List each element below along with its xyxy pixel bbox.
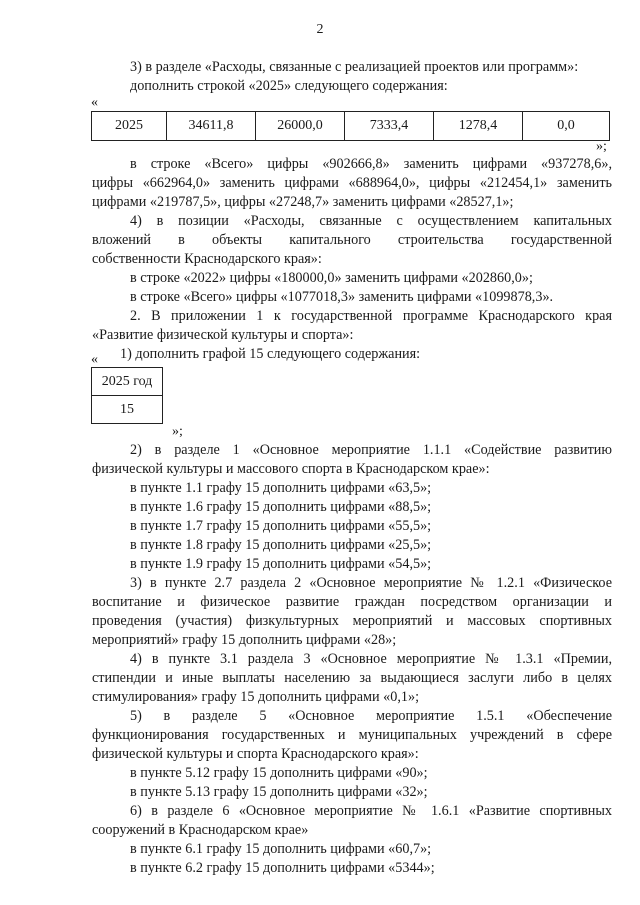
table-header-cell: 2025 год	[92, 368, 163, 396]
close-quote: »;	[172, 424, 183, 439]
paragraph-line: 4) в позиции «Расходы, связанные с осуществлением капитальных	[130, 213, 612, 229]
paragraph-line: в пункте 6.1 графу 15 дополнить цифрами «60,7»;	[130, 841, 432, 857]
paragraph-line: в пункте 1.9 графу 15 дополнить цифрами «54,5»;	[130, 556, 432, 572]
paragraph-line: в строке «Всего» цифры «902666,8» заменить цифрами «937278,6»,	[130, 156, 612, 172]
paragraph-line: 4) в пункте 3.1 раздела 3 «Основное мероприятие № 1.3.1 «Премии,	[130, 651, 612, 667]
close-quote: »;	[596, 139, 607, 154]
paragraph-line: физической культуры и массового спорта в Краснодарском крае»:	[92, 461, 490, 477]
table-cell: 1278,4	[434, 112, 523, 141]
paragraph-line: сооружений в Краснодарском крае»	[92, 822, 309, 838]
paragraph-line: 2. В приложении 1 к государственной программе Краснодарского края	[130, 308, 612, 324]
table-cell: 26000,0	[256, 112, 345, 141]
paragraph-line: проведения (участия) физкультурных мероприятий и массовых спортивных	[92, 613, 612, 629]
open-quote: «	[91, 352, 98, 367]
paragraph-line: в пункте 1.6 графу 15 дополнить цифрами «88,5»;	[130, 499, 432, 515]
paragraph-line: собственности Краснодарского края»:	[92, 251, 322, 267]
paragraph-line: вложений в объекты капитального строительства государственной	[92, 232, 612, 248]
table-row-2025	[91, 111, 610, 141]
paragraph-line: 5) в разделе 5 «Основное мероприятие 1.5.1 «Обеспечение	[130, 708, 612, 724]
table-cell: 15	[92, 396, 163, 424]
paragraph-line: функционирования государственных и муниципальных учреждений в сфере	[92, 727, 612, 743]
paragraph-line: мероприятий» графу 15 дополнить цифрами «28»;	[92, 632, 397, 648]
paragraph-line: в строке «2022» цифры «180000,0» заменить цифрами «202860,0»;	[130, 270, 533, 286]
paragraph-line: «Развитие физической культуры и спорта»:	[92, 327, 354, 343]
paragraph-line: стимулирования» графу 15 дополнить цифрами «0,1»;	[92, 689, 420, 705]
paragraph-line: цифрами «219787,5», цифры «27248,7» заменить цифрами «28527,1»;	[92, 194, 514, 210]
table-cell: 34611,8	[167, 112, 256, 141]
paragraph-line: дополнить строкой «2025» следующего содержания:	[130, 78, 448, 94]
paragraph-line: в пункте 1.8 графу 15 дополнить цифрами «25,5»;	[130, 537, 432, 553]
page-number: 2	[316, 22, 324, 37]
column-15-table	[91, 367, 163, 424]
paragraph-line: в пункте 1.7 графу 15 дополнить цифрами «55,5»;	[130, 518, 432, 534]
paragraph-line: в пункте 5.12 графу 15 дополнить цифрами «90»;	[130, 765, 428, 781]
table-cell: 2025	[92, 112, 167, 141]
paragraph-line: физической культуры и спорта Краснодарского края»:	[92, 746, 419, 762]
paragraph-line: в пункте 5.13 графу 15 дополнить цифрами «32»;	[130, 784, 428, 800]
paragraph-line: в строке «Всего» цифры «1077018,3» заменить цифрами «1099878,3».	[130, 289, 554, 305]
paragraph-line: цифры «662964,0» заменить цифрами «688964,0», цифры «212454,1» заменить	[92, 175, 612, 191]
paragraph-line: 3) в пункте 2.7 раздела 2 «Основное мероприятие № 1.2.1 «Физическое	[130, 575, 612, 591]
open-quote: «	[91, 95, 98, 110]
table-cell: 7333,4	[345, 112, 434, 141]
paragraph-line: воспитание и физическое развитие граждан посредством организации и	[92, 594, 612, 610]
paragraph-line: в пункте 1.1 графу 15 дополнить цифрами «63,5»;	[130, 480, 432, 496]
paragraph-line: 6) в разделе 6 «Основное мероприятие № 1.6.1 «Развитие спортивных	[130, 803, 612, 819]
paragraph-line: в пункте 6.2 графу 15 дополнить цифрами «5344»;	[130, 860, 435, 876]
table-cell: 0,0	[523, 112, 610, 141]
paragraph-line: 3) в разделе «Расходы, связанные с реализацией проектов или программ»:	[130, 59, 579, 75]
paragraph-line: 2) в разделе 1 «Основное мероприятие 1.1.1 «Содействие развитию	[130, 442, 612, 458]
paragraph-line: стипендии и иные выплаты населению за выдающиеся заслуги либо в целях	[92, 670, 612, 686]
paragraph-line: 1) дополнить графой 15 следующего содержания:	[120, 346, 421, 362]
